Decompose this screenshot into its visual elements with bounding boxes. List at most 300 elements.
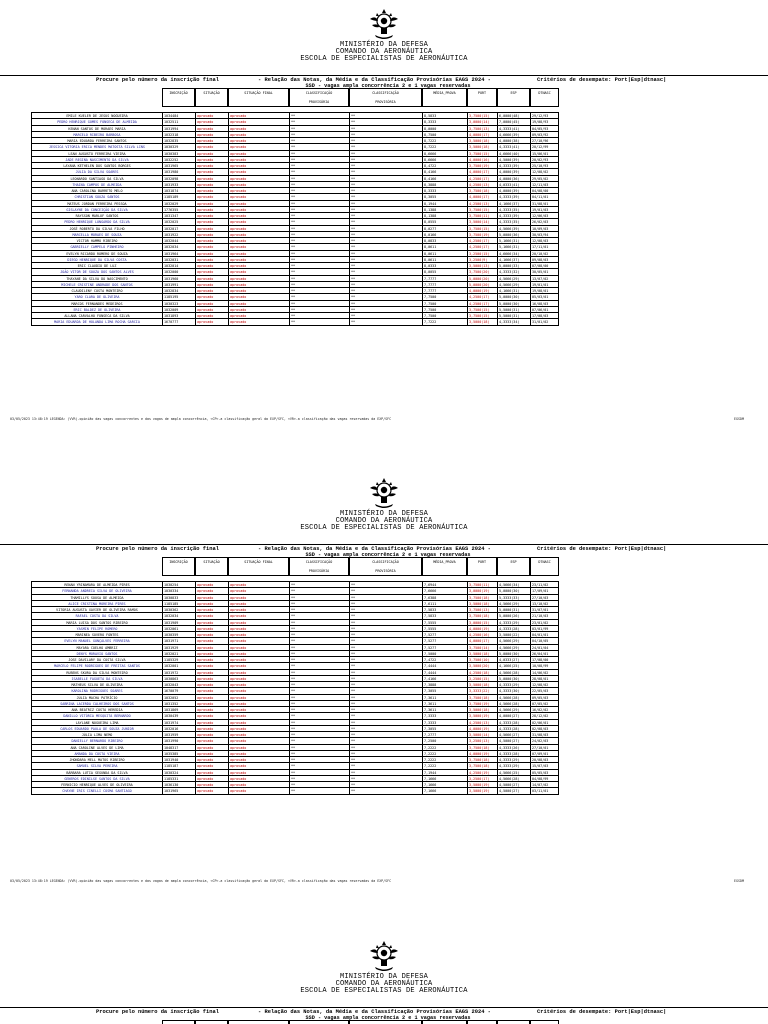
cell-cpv: ** (349, 613, 422, 619)
cell-cpv: ** (349, 738, 422, 744)
footer-code: EGSDM (734, 879, 744, 883)
cell-name: MARCELO RIBEIRO BARBOSA (31, 132, 162, 138)
cell-name: VITORIA AUGUSTA XAVIER DE OLIVEIRA RAMOS (31, 607, 162, 613)
report-title: - Relação das Notas, da Média e da Classificação Provisórias EAGS 2024 - (258, 77, 491, 83)
cell-sf: aprovado (228, 219, 289, 225)
cell-sf: aprovado (228, 144, 289, 150)
cell-cpv: ** (349, 770, 422, 776)
cell-ins: 1031352 (162, 701, 195, 707)
cell-sit: aprovado (195, 138, 228, 144)
col-dtnasc (530, 1020, 559, 1024)
cell-cp: ** (289, 776, 349, 782)
cell-med: 8,6666 (422, 151, 467, 157)
cell-esp: 4,1666(31) (497, 288, 530, 294)
cell-cpv: ** (349, 588, 422, 594)
cell-nasc: 14/06/02 (530, 670, 559, 676)
cell-sit: aprovado (195, 144, 228, 150)
cell-esp: 4,3333(35) (497, 219, 530, 225)
cell-sit: aprovado (195, 194, 228, 200)
header-rule (0, 75, 768, 76)
cell-med: 7,4444 (422, 663, 467, 669)
cell-nasc: 19/08/01 (530, 288, 559, 294)
coat-of-arms-icon (366, 939, 402, 973)
col-classificacao-l2: PROVISÓRIA (308, 569, 330, 573)
cell-ins: 1185195 (162, 294, 195, 300)
col-situacao-final (228, 1020, 289, 1024)
cell-esp: 7,0000(45) (497, 119, 530, 125)
results-table-1 (31, 112, 559, 326)
col-media (422, 1020, 467, 1024)
cell-ins: 1185185 (162, 601, 195, 607)
cell-name: MARCELLA MORAES DE SOUZA (31, 232, 162, 238)
cell-ins: 1031893 (162, 313, 195, 319)
cell-esp: 4,3333(35) (497, 207, 530, 213)
cell-cpv: ** (349, 695, 422, 701)
cell-esp: 4,3333(39) (497, 213, 530, 219)
cell-cpv: ** (349, 269, 422, 275)
cell-med: 7,7500 (422, 307, 467, 313)
cell-sit: aprovado (195, 688, 228, 694)
cell-med: 8,7222 (422, 144, 467, 150)
cell-cpv: ** (349, 132, 422, 138)
cell-ins: 1031909 (162, 620, 195, 626)
school-title: ESCOLA DE ESPECIALISTAS DE AERONÁUTICA (300, 987, 468, 995)
cell-sit: aprovado (195, 238, 228, 244)
ministry-title: MINISTÉRIO DA DEFESA (339, 41, 428, 49)
cell-cp: ** (289, 713, 349, 719)
cell-med: 7,7777 (422, 288, 467, 294)
search-hint: Procure pelo número da inscrição final (96, 1009, 219, 1015)
cell-sf: aprovado (228, 701, 289, 707)
school-title: ESCOLA DE ESPECIALISTAS DE AERONÁUTICA (300, 55, 468, 63)
cell-sit: aprovado (195, 657, 228, 663)
cell-pt: 3,7500(20) (467, 269, 497, 275)
cell-esp: 4,5000(27) (497, 788, 530, 794)
cell-pt: 3,5000(19) (467, 788, 497, 794)
col-situacao-final: SITUAÇÃO FINAL (228, 557, 289, 576)
cell-ins: 1032061 (162, 626, 195, 632)
cell-name: MARIA LUISA DOS SANTOS RIBEIRO (31, 620, 162, 626)
cell-name: JÚLIA MACHA PATRÍCIO (31, 695, 162, 701)
cell-cpv: ** (349, 157, 422, 163)
cell-cpv: ** (349, 726, 422, 732)
cell-sf: aprovado (228, 720, 289, 726)
cell-name: PEDRO HENRIQUE GOMES FONSECA DE ALMEIDA (31, 119, 162, 125)
table-row (31, 319, 559, 325)
cell-pt: 4,2500(13) (467, 182, 497, 188)
cell-nasc: 23/11/02 (530, 582, 559, 588)
cell-sit: aprovado (195, 213, 228, 219)
col-classificacao-b-l2: PROVISÓRIA (375, 100, 396, 104)
cell-sf: aprovado (228, 176, 289, 182)
cell-med: 7,1666 (422, 782, 467, 788)
cell-sf: aprovado (228, 626, 289, 632)
cell-pt: 3,7500(10) (467, 657, 497, 663)
cell-cp: ** (289, 751, 349, 757)
cell-nasc: 17/11/01 (530, 244, 559, 250)
cell-esp: 4,0333(27) (497, 657, 530, 663)
cell-esp: 4,5666(29) (497, 601, 530, 607)
cell-name: JESSICA VITORIA ERICA MENDES MATOSTA SILVA LINS (31, 144, 162, 150)
cell-pt: 3,2500(17) (467, 776, 497, 782)
cell-sf: aprovado (228, 188, 289, 194)
cell-cpv: ** (349, 595, 422, 601)
cell-cpv: ** (349, 251, 422, 257)
cell-name: CARLOS EDUARDO PAULA DE SOUZA JUNIOR (31, 726, 162, 732)
cell-esp: 4,5666(34) (497, 582, 530, 588)
cell-sf: aprovado (228, 307, 289, 313)
cell-ins: 1030383 (162, 151, 195, 157)
footer-legend: 03/05/2023 13:48:19 LEGENDA: (VVR)-opinião das vagas concorrentes e das vagas de ampla concorrência, <CP>-a classificação geral da EXP/SFC, <VR>-a classificação das vagas reservadas da EXP/SFC (10, 879, 392, 883)
cell-cp: ** (289, 757, 349, 763)
cell-cpv: ** (349, 670, 422, 676)
cell-med: 7,7500 (422, 294, 467, 300)
cell-nasc: 27/10/96 (530, 138, 559, 144)
cell-sit: aprovado (195, 638, 228, 644)
cell-nasc: 04/01/01 (530, 632, 559, 638)
cell-cpv: ** (349, 720, 422, 726)
cell-med: 7,3611 (422, 707, 467, 713)
cell-nasc: 31/07/01 (530, 607, 559, 613)
cell-ins: 1032000 (162, 269, 195, 275)
cell-ins: 1030359 (162, 632, 195, 638)
cell-med: 7,2222 (422, 751, 467, 757)
cell-cpv: ** (349, 638, 422, 644)
cell-ins: 1032021 (162, 651, 195, 657)
cell-med: 8,0555 (422, 219, 467, 225)
cell-ins: 1031960 (162, 276, 195, 282)
cell-ins: 1034484 (162, 113, 195, 119)
cell-nasc: 26/02/03 (530, 219, 559, 225)
cell-cp: ** (289, 157, 349, 163)
cell-ins: 1185329 (162, 657, 195, 663)
cell-pt: 3,0000(19) (467, 588, 497, 594)
cell-sit: aprovado (195, 269, 228, 275)
cell-esp: 5,0000(36) (497, 232, 530, 238)
cell-sit: aprovado (195, 169, 228, 175)
cell-cp: ** (289, 276, 349, 282)
col-classificacao-l1: CLASSIFICAÇÃO (305, 560, 333, 564)
cell-nasc: 30/03/94 (530, 232, 559, 238)
cell-name: EVELYN MANUEL GONÇALVES FERREIRA (31, 638, 162, 644)
cell-pt: 3,7500(18) (467, 757, 497, 763)
cell-esp: 4,3333(32) (497, 269, 530, 275)
cell-ins: 1031922 (162, 232, 195, 238)
cell-sit: aprovado (195, 707, 228, 713)
cell-cp: ** (289, 595, 349, 601)
cell-med: 8,0000 (422, 126, 467, 132)
cell-pt: 3,5000(20) (467, 663, 497, 669)
cell-nasc: 29/05/02 (530, 176, 559, 182)
cell-cpv: ** (349, 219, 422, 225)
cell-sit: aprovado (195, 620, 228, 626)
cell-nasc: 20/12/99 (530, 144, 559, 150)
cell-med: 8,7500 (422, 132, 467, 138)
report-subtitle: SSD - vagas ampla concorrência 2 e 1 vagas reservadas (305, 552, 471, 558)
cell-name: JÚLIA DA SILVA SOARES (31, 169, 162, 175)
cell-sit: aprovado (195, 132, 228, 138)
cell-cp: ** (289, 294, 349, 300)
cell-sit: aprovado (195, 676, 228, 682)
cell-cp: ** (289, 638, 349, 644)
cell-pt: 4,0000(17) (467, 169, 497, 175)
col-classificacao-b (349, 557, 422, 576)
cell-name: JADE REGINA NASCIMENTO DA SILVA (31, 157, 162, 163)
cell-cpv: ** (349, 263, 422, 269)
cell-nasc: 23/01/02 (530, 620, 559, 626)
cell-ins: 1185331 (162, 776, 195, 782)
cell-esp: 4,5666(29) (497, 638, 530, 644)
col-classificacao-b (349, 1020, 422, 1024)
cell-pt: 4,2500(17) (467, 176, 497, 182)
cell-sit: aprovado (195, 307, 228, 313)
cell-cp: ** (289, 232, 349, 238)
cell-esp: 5,5000(31) (497, 307, 530, 313)
cell-cp: ** (289, 119, 349, 125)
cell-sf: aprovado (228, 163, 289, 169)
cell-pt: 3,7500(18) (467, 613, 497, 619)
cell-cp: ** (289, 251, 349, 257)
cell-ins: 1032511 (162, 119, 195, 125)
cell-cp: ** (289, 182, 349, 188)
cell-cp: ** (289, 319, 349, 325)
cell-pt: 4,0000(19) (467, 626, 497, 632)
cell-ins: 1036130 (162, 782, 195, 788)
cell-med: 7,3055 (422, 726, 467, 732)
cell-ins: 1030324 (162, 770, 195, 776)
cell-sf: aprovado (228, 713, 289, 719)
cell-sf: aprovado (228, 194, 289, 200)
cell-name: EMILE KUELER DE JESUS NOGUEIRA (31, 113, 162, 119)
cell-sit: aprovado (195, 294, 228, 300)
col-classificacao-b-l1: CLASSIFICAÇÃO (372, 560, 399, 564)
cell-nasc: 19/01/03 (530, 207, 559, 213)
cell-cp: ** (289, 720, 349, 726)
cell-sf: aprovado (228, 738, 289, 744)
cell-nasc: 13/07/02 (530, 276, 559, 282)
cell-cpv: ** (349, 776, 422, 782)
school-title: ESCOLA DE ESPECIALISTAS DE AERONÁUTICA (300, 524, 468, 532)
cell-nasc: 30/05/01 (530, 269, 559, 275)
cell-sit: aprovado (195, 244, 228, 250)
cell-pt: 3,7500(19) (467, 232, 497, 238)
cell-cpv: ** (349, 151, 422, 157)
cell-sf: aprovado (228, 138, 289, 144)
cell-cpv: ** (349, 238, 422, 244)
cell-esp: 5,0000(30) (497, 301, 530, 307)
cell-med: 7,5833 (422, 607, 467, 613)
cell-sit: aprovado (195, 682, 228, 688)
cell-sit: aprovado (195, 745, 228, 751)
cell-name: SAMUEL SILVA PEREIRA (31, 763, 162, 769)
cell-sit: aprovado (195, 251, 228, 257)
cell-sit: aprovado (195, 188, 228, 194)
cell-ins: 1032834 (162, 288, 195, 294)
cell-sf: aprovado (228, 226, 289, 232)
cell-nasc: 27/10/01 (530, 745, 559, 751)
cell-cp: ** (289, 738, 349, 744)
cell-med: 7,4166 (422, 676, 467, 682)
cell-med: 7,7777 (422, 276, 467, 282)
cell-ins: 1031959 (162, 732, 195, 738)
cell-cpv: ** (349, 138, 422, 144)
cell-nasc: 03/01/99 (530, 626, 559, 632)
cell-cp: ** (289, 219, 349, 225)
cell-pt: 5,0000(20) (467, 276, 497, 282)
cell-name: LEAN AUGUSTO FERREIRA VIEIRA (31, 151, 162, 157)
cell-cpv: ** (349, 182, 422, 188)
command-title: COMANDO DA AERONÁUTICA (335, 980, 433, 988)
cell-sit: aprovado (195, 319, 228, 325)
cell-cpv: ** (349, 144, 422, 150)
cell-cpv: ** (349, 207, 422, 213)
cell-cp: ** (289, 632, 349, 638)
cell-name: CHRISTIAN SOUZA SANTOS (31, 194, 162, 200)
cell-esp: 4,3333(39) (497, 163, 530, 169)
cell-cp: ** (289, 770, 349, 776)
cell-sf: aprovado (228, 670, 289, 676)
col-situacao: SITUAÇÃO (195, 557, 228, 576)
cell-nasc: 15/07/03 (530, 763, 559, 769)
cell-sf: aprovado (228, 244, 289, 250)
cell-cpv: ** (349, 232, 422, 238)
cell-ins: 1035385 (162, 751, 195, 757)
cell-cpv: ** (349, 582, 422, 588)
cell-ins: 1032052 (162, 695, 195, 701)
cell-sf: aprovado (228, 319, 289, 325)
cell-ins: 1032835 (162, 138, 195, 144)
cell-esp: 4,0000(39) (497, 188, 530, 194)
cell-med: 7,7222 (422, 319, 467, 325)
cell-sf: aprovado (228, 620, 289, 626)
cell-name: GISLAYNE DA CONCEIÇÃO DA SILVA (31, 207, 162, 213)
cell-nasc: 09/03/92 (530, 132, 559, 138)
cell-sf: aprovado (228, 588, 289, 594)
cell-ins: 1670079 (162, 688, 195, 694)
cell-pt: 3,7500(15) (467, 307, 497, 313)
cell-cpv: ** (349, 188, 422, 194)
cell-pt: 3,7500(18) (467, 188, 497, 194)
cell-esp: 4,6666(34) (497, 251, 530, 257)
command-title: COMANDO DA AERONÁUTICA (335, 48, 433, 56)
cell-nasc: 04/08/99 (530, 776, 559, 782)
cell-cp: ** (289, 213, 349, 219)
cell-esp: 4,3333(28) (497, 751, 530, 757)
cell-name: GABRIELLY CAMPELO PINHEIRO (31, 244, 162, 250)
cell-name: MARCELO FELIPE RODRIGUES DE FREITAS SANTOS (31, 663, 162, 669)
cell-cp: ** (289, 151, 349, 157)
cell-sf: aprovado (228, 119, 289, 125)
cell-cpv: ** (349, 751, 422, 757)
cell-ins: 1031965 (162, 163, 195, 169)
cell-cpv: ** (349, 707, 422, 713)
cell-sf: aprovado (228, 276, 289, 282)
cell-nasc: 17/08/03 (530, 313, 559, 319)
cell-cpv: ** (349, 701, 422, 707)
results-table-2 (31, 581, 559, 795)
cell-med: 7,3611 (422, 701, 467, 707)
col-media: MÉDIA_PROVA (422, 88, 467, 107)
cell-med: 8,0333 (422, 263, 467, 269)
cell-ins: 1031980 (162, 169, 195, 175)
cell-sf: aprovado (228, 313, 289, 319)
cell-ins: 1032034 (162, 613, 195, 619)
cell-med: 7,6388 (422, 595, 467, 601)
cell-sit: aprovado (195, 301, 228, 307)
cell-med: 7,7777 (422, 282, 467, 288)
cell-cp: ** (289, 207, 349, 213)
cell-nasc: 17/09/01 (530, 588, 559, 594)
cell-nasc: 13/10/02 (530, 601, 559, 607)
cell-name: LAYLANE NOGUEIRA LIMA (31, 720, 162, 726)
cell-pt: 4,0000(17) (467, 638, 497, 644)
cell-sf: aprovado (228, 757, 289, 763)
cell-med: 7,5833 (422, 613, 467, 619)
cell-sf: aprovado (228, 638, 289, 644)
cell-cpv: ** (349, 126, 422, 132)
cell-sit: aprovado (195, 126, 228, 132)
cell-esp: 4,3333(28) (497, 720, 530, 726)
cell-ins: 1030439 (162, 713, 195, 719)
cell-ins: 1031869 (162, 707, 195, 713)
cell-pt: 3,2500(13) (467, 738, 497, 744)
cell-name: YARO CLARA DE OLIVEIRA (31, 294, 162, 300)
cell-pt: 3,7500(11) (467, 582, 497, 588)
cell-sf: aprovado (228, 732, 289, 738)
cell-pt: 3,5000(18) (467, 682, 497, 688)
cell-sit: aprovado (195, 738, 228, 744)
cell-cp: ** (289, 588, 349, 594)
col-port: PORT (467, 557, 497, 576)
header-rule (0, 1007, 768, 1008)
cell-pt: 3,7500(15) (467, 226, 497, 232)
cell-cpv: ** (349, 676, 422, 682)
cell-esp: 4,5000(27) (497, 738, 530, 744)
cell-sit: aprovado (195, 713, 228, 719)
cell-esp: 4,5666(29) (497, 276, 530, 282)
report-subtitle: SSD - vagas ampla concorrência 2 e 1 vagas reservadas (305, 83, 471, 89)
cell-med: 7,2500 (422, 738, 467, 744)
cell-cpv: ** (349, 276, 422, 282)
cell-sf: aprovado (228, 113, 289, 119)
report-page-3 (0, 932, 768, 1024)
cell-pt: 3,5000(19) (467, 782, 497, 788)
cell-med: 8,4722 (422, 163, 467, 169)
cell-sf: aprovado (228, 645, 289, 651)
cell-pt: 4,2500(19) (467, 770, 497, 776)
cell-cp: ** (289, 238, 349, 244)
cell-pt: 5,0000(20) (467, 282, 497, 288)
cell-pt: 3,0000(15) (467, 620, 497, 626)
cell-ins: 1031347 (162, 213, 195, 219)
col-situacao-final: SITUAÇÃO FINAL (228, 88, 289, 107)
cell-cp: ** (289, 582, 349, 588)
cell-pt: 3,3333(22) (467, 688, 497, 694)
cell-pt: 4,0000(16) (467, 157, 497, 163)
cell-nasc: 31/01/02 (530, 319, 559, 325)
cell-med: 7,6944 (422, 582, 467, 588)
cell-med: 8,6666 (422, 157, 467, 163)
cell-name: DANILLO VITÓRIA MESQUITA BERNARDO (31, 713, 162, 719)
cell-cpv: ** (349, 663, 422, 669)
cell-pt: 3,5000(19) (467, 713, 497, 719)
cell-cpv: ** (349, 119, 422, 125)
col-esp (497, 1020, 530, 1024)
cell-sf: aprovado (228, 745, 289, 751)
cell-sit: aprovado (195, 182, 228, 188)
cell-nasc: 27/10/03 (530, 595, 559, 601)
cell-esp: 4,1666(37) (497, 257, 530, 263)
